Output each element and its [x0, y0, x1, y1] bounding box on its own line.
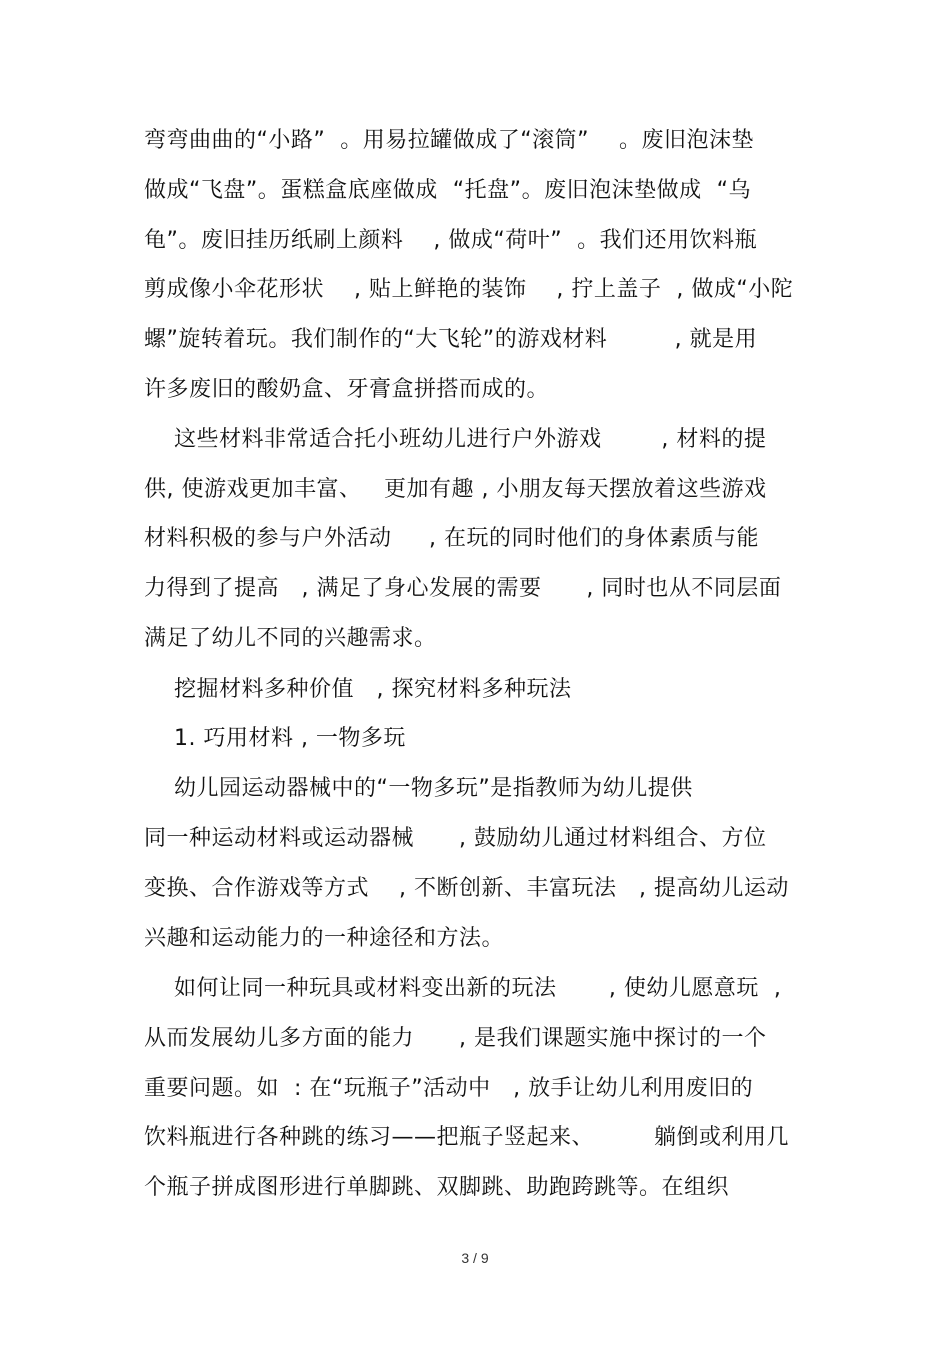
text-line: 供, 使游戏更加丰富、 更加有趣 , 小朋友每天摆放着这些游戏 [144, 477, 767, 502]
text-line: 个瓶子拼成图形进行单脚跳、双脚跳、助跑跨跳等。在组织 [144, 1175, 730, 1200]
text-line: 这些材料非常适合托小班幼儿进行户外游戏 , 材料的提 [144, 427, 767, 452]
text-line: 剪成像小伞花形状 , 贴上鲜艳的装饰 , 拧上盖子 , 做成“小陀 [144, 277, 794, 302]
text-line: 力得到了提高 , 满足了身心发展的需要 , 同时也从不同层面 [144, 576, 782, 601]
subsection-heading: 1. 巧用材料 , 一物多玩 [144, 726, 406, 751]
text-line: 螺”旋转着玩。我们制作的“大飞轮”的游戏材料 , 就是用 [144, 327, 758, 352]
text-line: 许多废旧的酸奶盒、牙膏盒拼搭而成的。 [144, 377, 550, 402]
text-line: 重要问题。如 : 在“玩瓶子”活动中 , 放手让幼儿利用废旧的 [144, 1076, 754, 1101]
text-line: 龟”。废旧挂历纸刷上颜料 , 做成“荷叶” 。我们还用饮料瓶 [144, 228, 758, 253]
text-line: 做成“飞盘”。蛋糕盒底座做成 “托盘”。废旧泡沫垫做成 “乌 [144, 178, 751, 203]
page-number: 3 / 9 [461, 1250, 489, 1266]
text-line: 同一种运动材料或运动器械 , 鼓励幼儿通过材料组合、方位 [144, 826, 767, 851]
text-line: 兴趣和运动能力的一种途径和方法。 [144, 926, 505, 951]
section-heading: 挖掘材料多种价值 , 探究材料多种玩法 [144, 677, 572, 702]
text-line: 弯弯曲曲的“小路” 。用易拉罐做成了“滚筒” 。废旧泡沫垫 [144, 128, 755, 153]
text-line: 满足了幼儿不同的兴趣需求。 [144, 626, 437, 651]
text-line: 材料积极的参与户外活动 , 在玩的同时他们的身体素质与能 [144, 526, 759, 551]
text-line: 幼儿园运动器械中的“一物多玩”是指教师为幼儿提供 [144, 776, 693, 801]
text-line: 从而发展幼儿多方面的能力 , 是我们课题实施中探讨的一个 [144, 1026, 767, 1051]
text-line: 如何让同一种玩具或材料变出新的玩法 , 使幼儿愿意玩 , [144, 976, 782, 1001]
text-line: 饮料瓶进行各种跳的练习——把瓶子竖起来、 躺倒或利用几 [144, 1125, 789, 1150]
text-line: 变换、合作游戏等方式 , 不断创新、丰富玩法 , 提高幼儿运动 [144, 876, 789, 901]
